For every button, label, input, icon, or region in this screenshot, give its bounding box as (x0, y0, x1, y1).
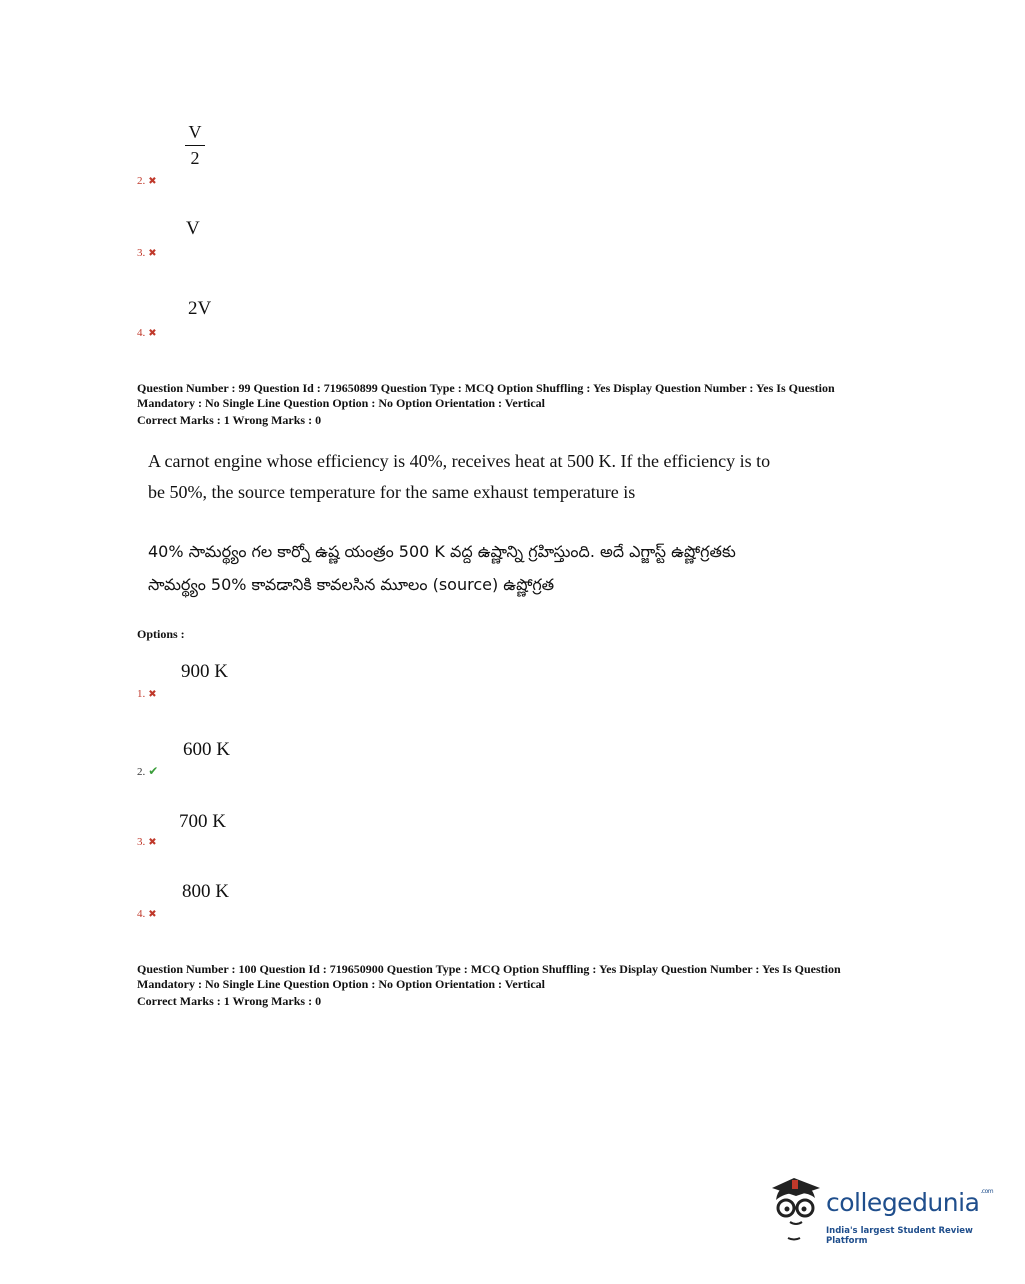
meta-line-1: Question Number : 100 Question Id : 719650900 Question Type : MCQ Option Shuffling : Yes Display Question Number : Yes Is Question (137, 962, 841, 976)
question-text-line-1: A carnot engine whose efficiency is 40%, receives heat at 500 K. If the efficiency is to (148, 451, 771, 471)
option-number: 2. (137, 175, 146, 187)
option-number: 4. (137, 908, 146, 920)
cross-icon: ✖ (148, 689, 157, 700)
option-2-text: 600 K (183, 739, 230, 760)
fraction-v-over-2 (185, 122, 205, 169)
option-3-text: 700 K (179, 811, 226, 832)
option-4-number (137, 908, 157, 920)
logo-tagline: India's largest Student Review Platform (826, 1226, 973, 1246)
meta-line-2: Mandatory : No Single Line Question Option : No Option Orientation : Vertical (137, 396, 546, 410)
option-number: 1. (137, 688, 146, 700)
checkmark-icon: ✔ (148, 764, 159, 778)
question-100-meta (137, 962, 897, 1009)
question-text-telugu-line-2: సామర్థ్యం 50% కావడానికి కావలసిన మూలం (source) ఉష్ణోగ్రత (148, 575, 555, 594)
cross-icon: ✖ (148, 837, 157, 848)
option-4-text: 800 K (182, 881, 229, 902)
meta-line-2: Mandatory : No Single Line Question Option : No Option Orientation : Vertical (137, 977, 546, 991)
cross-icon: ✖ (148, 909, 157, 920)
marks-line: Correct Marks : 1 Wrong Marks : 0 (137, 994, 322, 1008)
fraction-denominator: 2 (190, 148, 200, 168)
cross-icon: ✖ (148, 248, 157, 259)
option-1-text: 900 K (181, 661, 228, 682)
fraction-numerator: V (188, 122, 202, 142)
option-number: 3. (137, 836, 146, 848)
options-label: Options : (137, 627, 185, 641)
question-text-line-2: be 50%, the source temperature for the same exhaust temperature is (148, 482, 636, 502)
question-text-telugu-line-1: 40% సామర్థ్యం గల కార్నో ఉష్ణ యంత్రం 500 K వద్ద ఉష్ణాన్ని గ్రహిస్తుంది. అదే ఎగ్జాస్ట్ ఉష్ణోగ్రతకు (148, 542, 736, 561)
prev-option-4-number (137, 327, 157, 339)
option-3-number (137, 836, 157, 848)
question-99-meta (137, 381, 897, 428)
prev-option-2-number (137, 175, 157, 187)
question-99-text-english (148, 446, 848, 508)
option-number: 2. (137, 766, 146, 778)
logo-brand: collegedunia (826, 1188, 980, 1217)
option-number: 4. (137, 327, 146, 339)
option-1-number (137, 688, 157, 700)
cross-icon: ✖ (148, 176, 157, 187)
logo-brand-text (826, 1188, 993, 1217)
mascot-icon (768, 1178, 826, 1244)
collegedunia-logo (768, 1178, 998, 1248)
marks-line: Correct Marks : 1 Wrong Marks : 0 (137, 413, 322, 427)
option-2-number (137, 764, 158, 779)
cross-icon: ✖ (148, 328, 157, 339)
prev-option-3-number (137, 247, 157, 259)
meta-line-1: Question Number : 99 Question Id : 719650899 Question Type : MCQ Option Shuffling : Yes Display Question Number : Yes Is Question (137, 381, 835, 395)
question-99-text-telugu (148, 535, 848, 601)
prev-option-3-text: V (186, 218, 200, 239)
option-number: 3. (137, 247, 146, 259)
prev-option-4-text: 2V (188, 298, 212, 319)
logo-suffix: .com (980, 1188, 994, 1195)
fraction-bar (185, 145, 205, 146)
